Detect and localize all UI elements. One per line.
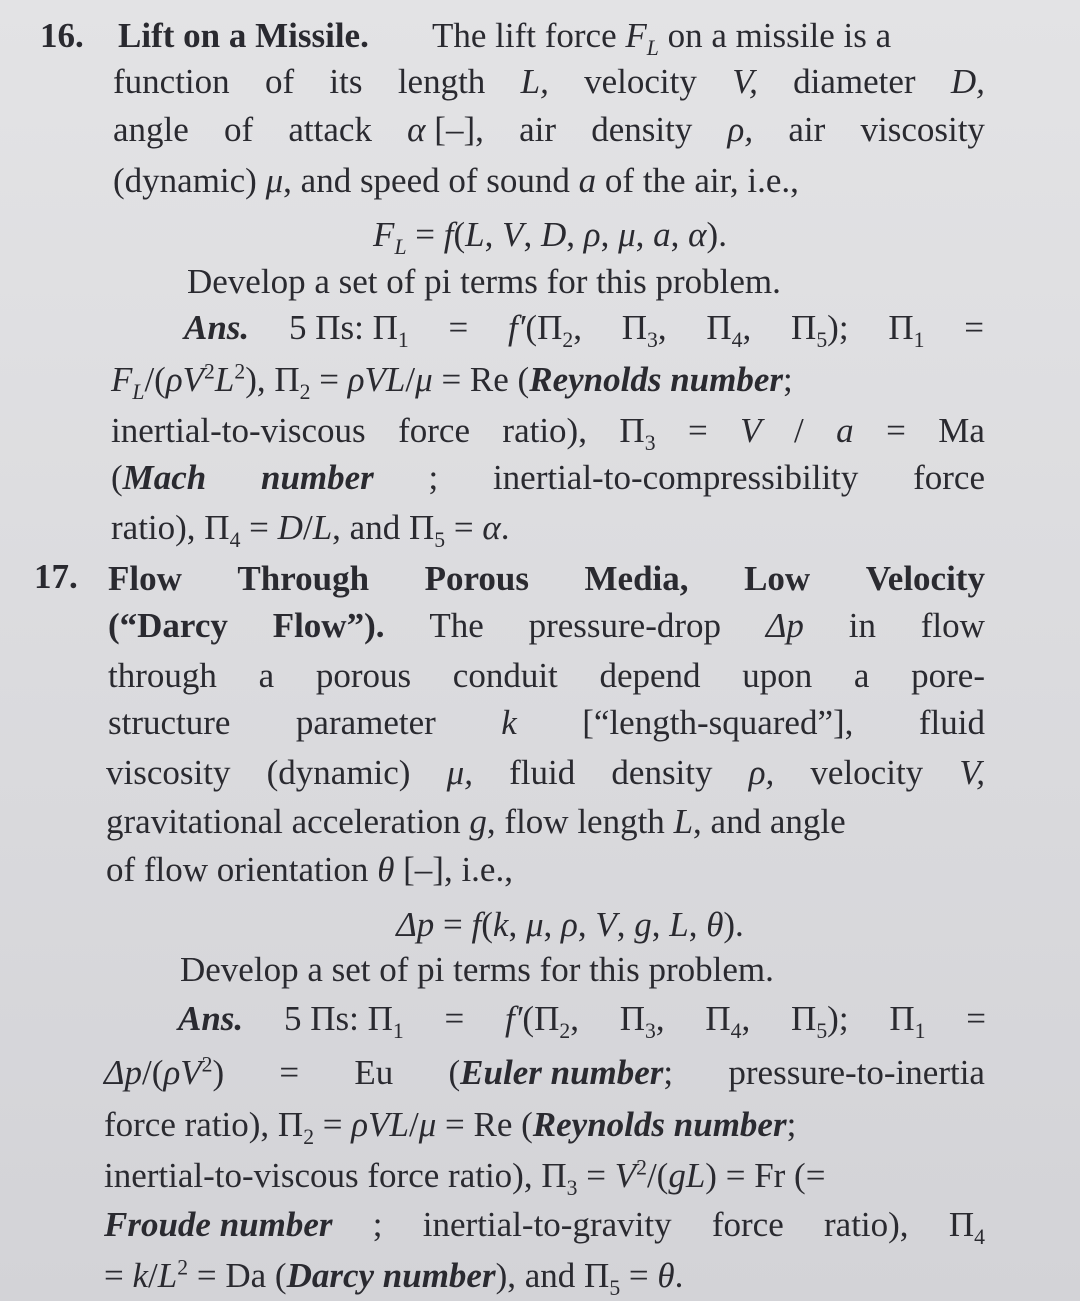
prompt: Develop a set of pi terms for this problem. [187, 262, 781, 301]
text-line: function of its length L, velocity V, diameter D, [113, 62, 985, 101]
answer-line: (Mach number ; inertial-to-compressibility force [111, 458, 985, 497]
answer-line: inertial-to-viscous force ratio), $\Pi_3 = V^2/(gL) = Fr$ (= [104, 1155, 826, 1200]
answer-line: Froude number ; inertial-to-gravity force ratio), $\Pi_4$ [104, 1205, 985, 1249]
text-line: through a porous conduit depend upon a pore- [108, 656, 985, 695]
problem-number: 16. [40, 16, 84, 55]
answer-line: force ratio), $\Pi_2 = \rho VL/\mu = Re$ (Reynolds number; [104, 1105, 797, 1149]
title-line: Flow Through Porous Media, Low Velocity [108, 559, 985, 598]
answer-line: = $k/L^2 = Da$ (Darcy number), and $\Pi_5 = \theta$. [104, 1255, 684, 1300]
answer-line: inertial-to-viscous force ratio), $\Pi_3$ = V / a = Ma [111, 411, 985, 455]
text-line: angle of attack α [–], air density ρ, air viscosity [113, 110, 985, 149]
answer-line: ratio), $\Pi_4 = D/L$, and $\Pi_5 = \alpha$. [111, 508, 510, 552]
text-line: of flow orientation θ [–], i.e., [106, 850, 513, 889]
text-line: (dynamic) μ, and speed of sound a of the air, i.e., [113, 161, 799, 200]
text-line: gravitational acceleration g, flow length L, and angle [106, 802, 846, 841]
equation: $F_L = f(L$, V, D, ρ, μ, a, α). [373, 215, 727, 259]
problem-title-line [118, 16, 369, 56]
problem-number: 17. [34, 557, 78, 596]
equation: Δp = f(k, μ, ρ, V, g, L, θ). [396, 905, 744, 944]
text-line: viscosity (dynamic) μ, fluid density ρ, velocity V, [106, 753, 985, 792]
text-line: The lift force $F_L$ on a missile is a [432, 16, 892, 60]
answer-line: $F_L/(\rho V^2L^2)$, $\Pi_2 = \rho VL/\mu = Re$ (Reynolds number; [111, 359, 793, 404]
prompt: Develop a set of pi terms for this problem. [180, 950, 774, 989]
text-line: structure parameter k [“length-squared”], fluid [108, 703, 985, 742]
problem-title: Lift on a Missile. [118, 16, 369, 55]
answer-line: $\Delta p/(\rho V^2)$ = Eu (Euler number; pressure-to-inertia [104, 1052, 985, 1092]
answer-line: Ans. 5 Πs: $\Pi_1$ = $f'(\Pi_2$, $\Pi_3$, $\Pi_4$, $\Pi_5$); $\Pi_1$ = [184, 308, 984, 352]
answer-line: Ans. 5 Πs: $\Pi_1$ = $f'(\Pi_2$, $\Pi_3$, $\Pi_4$, $\Pi_5$); $\Pi_1$ = [178, 999, 986, 1043]
text-line: (“Darcy Flow”). The pressure-drop Δp in flow [108, 606, 985, 645]
